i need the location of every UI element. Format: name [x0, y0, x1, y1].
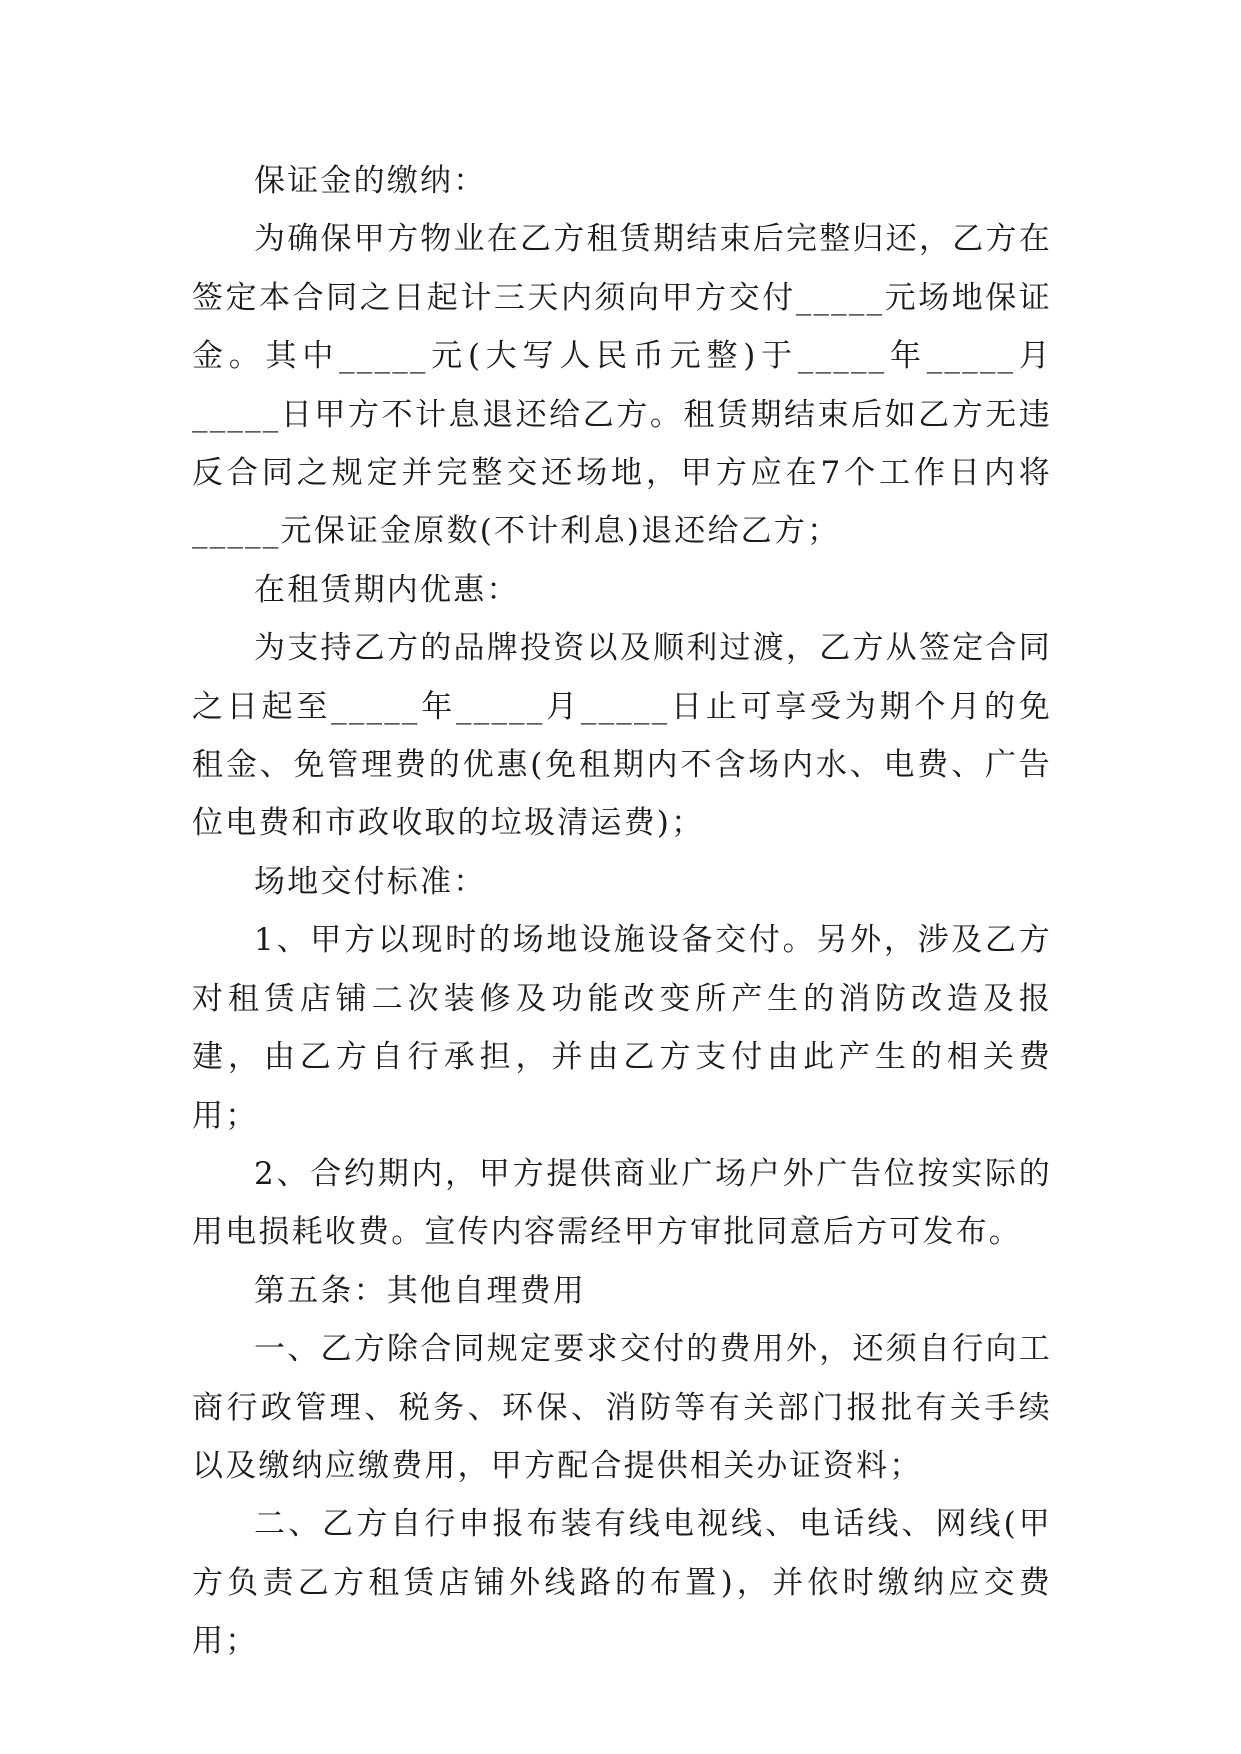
article-five-item-1: 一、乙方除合同规定要求交付的费用外，还须自行向工商行政管理、税务、环保、消防等有关部门报批有关手续以及缴纳应缴费用，甲方配合提供相关办证资料；: [192, 1331, 1052, 1484]
heading-lease-discount: 在租赁期内优惠：: [254, 571, 520, 608]
paragraph-deposit-terms: 为确保甲方物业在乙方租赁期结束后完整归还，乙方在签定本合同之日起计三天内须向甲方交付_____元场地保证金。其中_____元(大写人民币元整)于_____年_____月_____日甲方不计息退还给乙方。租赁期结束后如乙方无违反合同之规定并完整交还场地，甲方应在7个工作日内将_____元保证金原数(不计利息)退还给乙方；: [192, 221, 1052, 550]
document-page: [192, 152, 1052, 1671]
paragraph-discount-terms: 为支持乙方的品牌投资以及顺利过渡，乙方从签定合同之日起至_____年_____月_____日止可享受为期个月的免租金、免管理费的优惠(免租期内不含场内水、电费、广告位电费和市政收取的垃圾清运费)；: [192, 630, 1052, 842]
article-five-heading: 第五条：其他自理费用: [254, 1272, 586, 1309]
clause-delivery-1: 1、甲方以现时的场地设施设备交付。另外，涉及乙方对租赁店铺二次装修及功能改变所产生的消防改造及报建，由乙方自行承担，并由乙方支付由此产生的相关费用；: [192, 922, 1052, 1134]
article-five-item-2: 二、乙方自行申报布装有线电视线、电话线、网线(甲方负责乙方租赁店铺外线路的布置)，并依时缴纳应交费用；: [192, 1506, 1052, 1660]
heading-delivery-standard: 场地交付标准：: [254, 863, 487, 900]
clause-delivery-2: 2、合约期内，甲方提供商业广场户外广告位按实际的用电损耗收费。宣传内容需经甲方审批同意后方可发布。: [192, 1155, 1052, 1251]
heading-deposit-payment: 保证金的缴纳：: [254, 163, 487, 199]
